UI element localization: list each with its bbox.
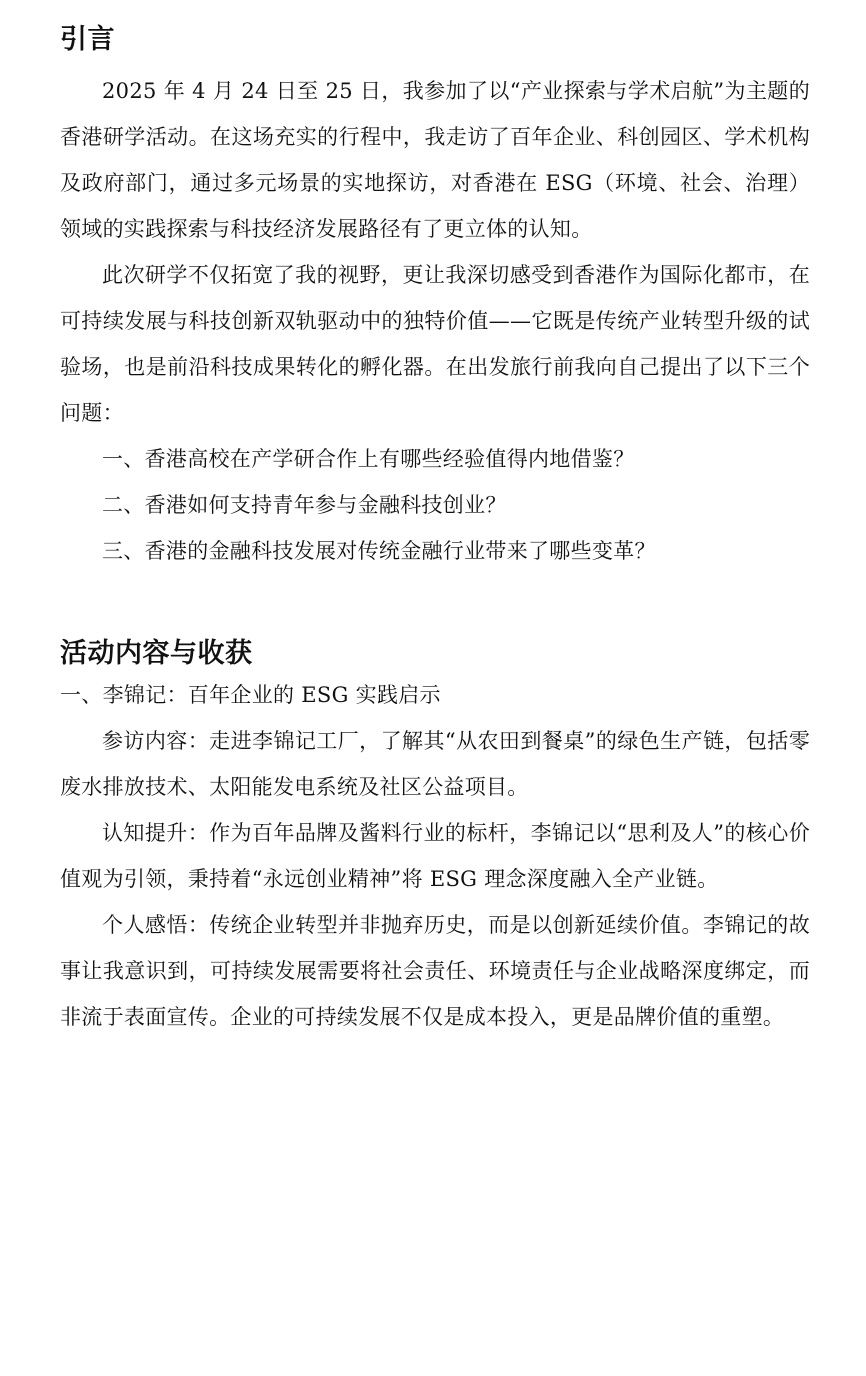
question-3: 三、香港的金融科技发展对传统金融行业带来了哪些变革？ [102,539,656,563]
document-page [60,20,810,1040]
activities-heading: 活动内容与收获 [60,638,253,669]
cognition-paragraph: 认知提升：作为百年品牌及酱料行业的标杆，李锦记以“思利及人”的核心价值观为引领，秉持着“永远创业精神”将 ESG 理念深度融入全产业链。 [60,821,810,891]
intro-heading: 引言 [60,24,115,55]
intro-paragraph-1: 2025 年 4 月 24 日至 25 日，我参加了以“产业探索与学术启航”为主题的香港研学活动。在这场充实的行程中，我走访了百年企业、科创园区、学术机构及政府部门，通过多元场景的实地探访，对香港在 ESG（环境、社会、治理）领域的实践探索与科技经济发展路径有了更立体的认知。 [60,79,810,241]
intro-paragraph-2: 此次研学不仅拓宽了我的视野，更让我深切感受到香港作为国际化都市，在可持续发展与科技创新双轨驱动中的独特价值——它既是传统产业转型升级的试验场，也是前沿科技成果转化的孵化器。在出发旅行前我向自己提出了以下三个问题： [60,263,810,425]
section-1-title: 一、李锦记：百年企业的 ESG 实践启示 [60,683,441,707]
visit-content-paragraph: 参访内容：走进李锦记工厂，了解其“从农田到餐桌”的绿色生产链，包括零废水排放技术、太阳能发电系统及社区公益项目。 [60,729,810,799]
question-1: 一、香港高校在产学研合作上有哪些经验值得内地借鉴？ [102,447,635,471]
question-2: 二、香港如何支持青年参与金融科技创业？ [102,493,507,517]
activities-body [60,672,810,1040]
reflection-paragraph: 个人感悟：传统企业转型并非抛弃历史，而是以创新延续价值。李锦记的故事让我意识到，可持续发展需要将社会责任、环境责任与企业战略深度绑定，而非流于表面宣传。企业的可持续发展不仅是成本投入，更是品牌价值的重塑。 [60,913,810,1029]
intro-body [60,68,810,574]
